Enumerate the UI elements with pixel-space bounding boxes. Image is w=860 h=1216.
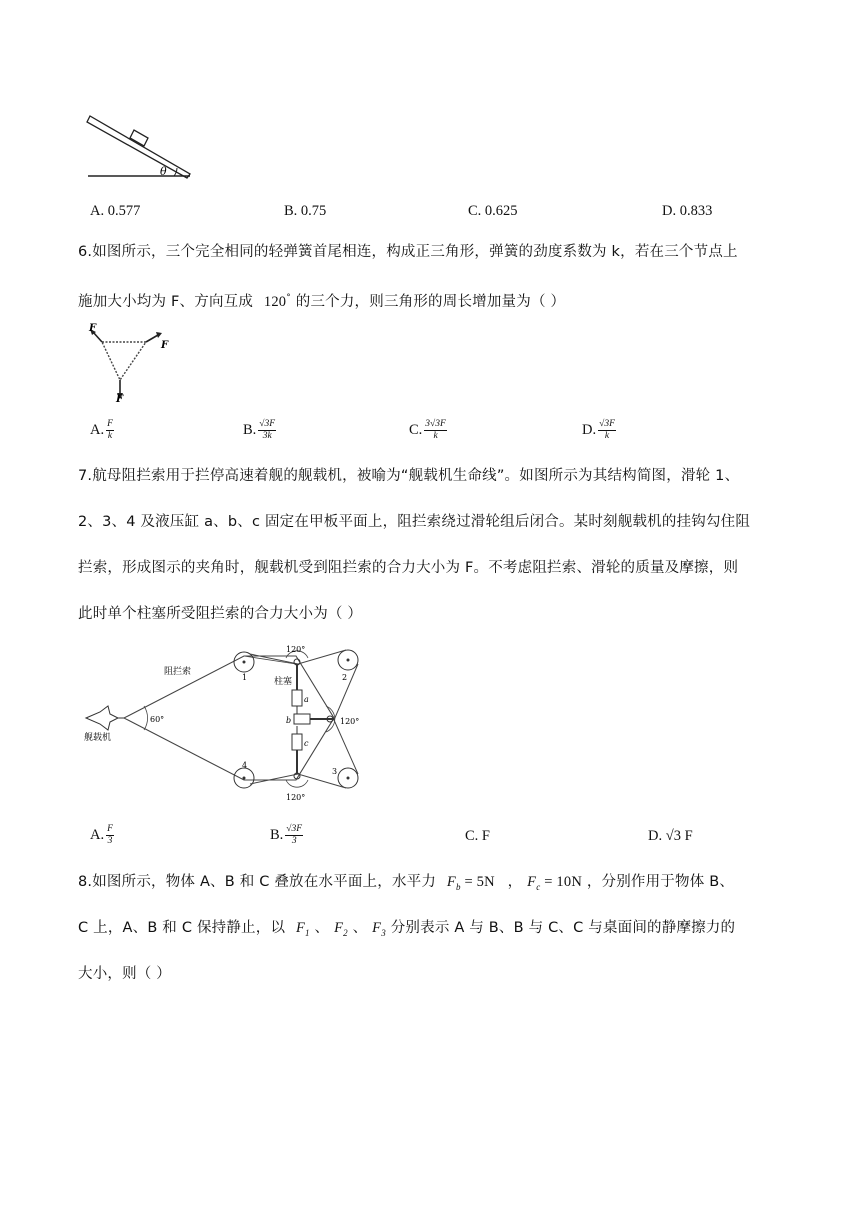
q8-stem-line-1: 8.如图所示，物体 A、B 和 C 叠放在水平面上，水平力 $F_b = 5N$ ， $F_c = 10N$ ，分别作用于物体 B、 [78, 874, 735, 892]
pulley-1-label: 1 [242, 673, 248, 682]
q8-stem-line-2: C 上，A、B 和 C 保持静止，以 $F_1$ 、 $F_2$ 、 $F_3$ 分别表示 A 与 B、B 与 C、C 与桌面间的静摩擦力的 [78, 920, 736, 938]
cylinder-a-label: a [304, 695, 309, 704]
q6-option-a[interactable]: A. $\frac{F}{k}$ [90, 419, 113, 441]
cylinder-b-label: b [286, 716, 292, 725]
arresting-cable-figure [78, 640, 378, 808]
q7-stem-line-4: 此时单个柱塞所受阻拦索的合力大小为（ ） [78, 606, 363, 622]
q7-stem-line-1: 7.航母阻拦索用于拦停高速着舰的舰载机，被喻为“舰载机生命线”。如图所示为其结构简图，滑轮 1、 [78, 468, 740, 484]
force-label-bottom: F [116, 394, 124, 404]
plunger-label: 柱塞 [274, 677, 293, 687]
q8-stem-line-3: 大小，则（ ） [78, 966, 172, 982]
q5-option-c[interactable]: C. 0.625 [468, 203, 518, 219]
q5-option-a[interactable]: A. 0.577 [90, 203, 141, 219]
force-label-left: F [89, 323, 97, 334]
angle-120-bottom-label: 120° [286, 793, 306, 802]
cable-label: 阻拦索 [164, 667, 192, 677]
pulley-3-label: 3 [332, 767, 338, 776]
q7-stem-line-3: 拦索，形成图示的夹角时，舰载机受到阻拦索的合力大小为 F。不考虑阻拦索、滑轮的质量及摩擦，则 [78, 560, 739, 576]
q6-stem-line-1: 6.如图所示，三个完全相同的轻弹簧首尾相连，构成正三角形，弹簧的劲度系数为 k，若在三个节点上 [78, 244, 738, 260]
incline-figure [84, 112, 196, 184]
q7-stem-line-2: 2、3、4 及液压缸 a、b、c 固定在甲板平面上，阻拦索绕过滑轮组后闭合。某时刻舰载机的挂钩勾住阻 [78, 514, 751, 530]
q6-option-b[interactable]: B. $\frac{√3F}{3k}$ [243, 419, 276, 441]
q7-option-c[interactable]: C. F [465, 828, 490, 844]
angle-120-right-label: 120° [340, 717, 360, 726]
q7-option-d[interactable]: D. √3 F [648, 828, 693, 844]
force-label-right: F [161, 340, 169, 351]
q6-option-d[interactable]: D. $\frac{√3F}{k}$ [582, 419, 615, 441]
angle-theta-label: θ [160, 165, 167, 178]
spring-triangle-figure [82, 322, 172, 404]
pulley-4-label: 4 [242, 761, 248, 770]
q6-option-c[interactable]: C. $\frac{3√3F}{k}$ [409, 419, 446, 441]
q5-option-d[interactable]: D. 0.833 [662, 203, 713, 219]
pulley-2-label: 2 [342, 673, 348, 682]
aircraft-label: 舰载机 [84, 733, 112, 743]
q7-option-b[interactable]: B. $\frac{√3F}{3}$ [270, 824, 303, 846]
angle-60-label: 60° [150, 715, 165, 724]
q7-option-a[interactable]: A. $\frac{F}{3}$ [90, 824, 113, 846]
q5-option-b[interactable]: B. 0.75 [284, 203, 327, 219]
cylinder-c-label: c [304, 739, 309, 748]
angle-120-top-label: 120° [286, 645, 306, 654]
q6-stem-line-2: 施加大小均为 F、方向互成 120° 的三个力，则三角形的周长增加量为（ ） [78, 293, 566, 310]
